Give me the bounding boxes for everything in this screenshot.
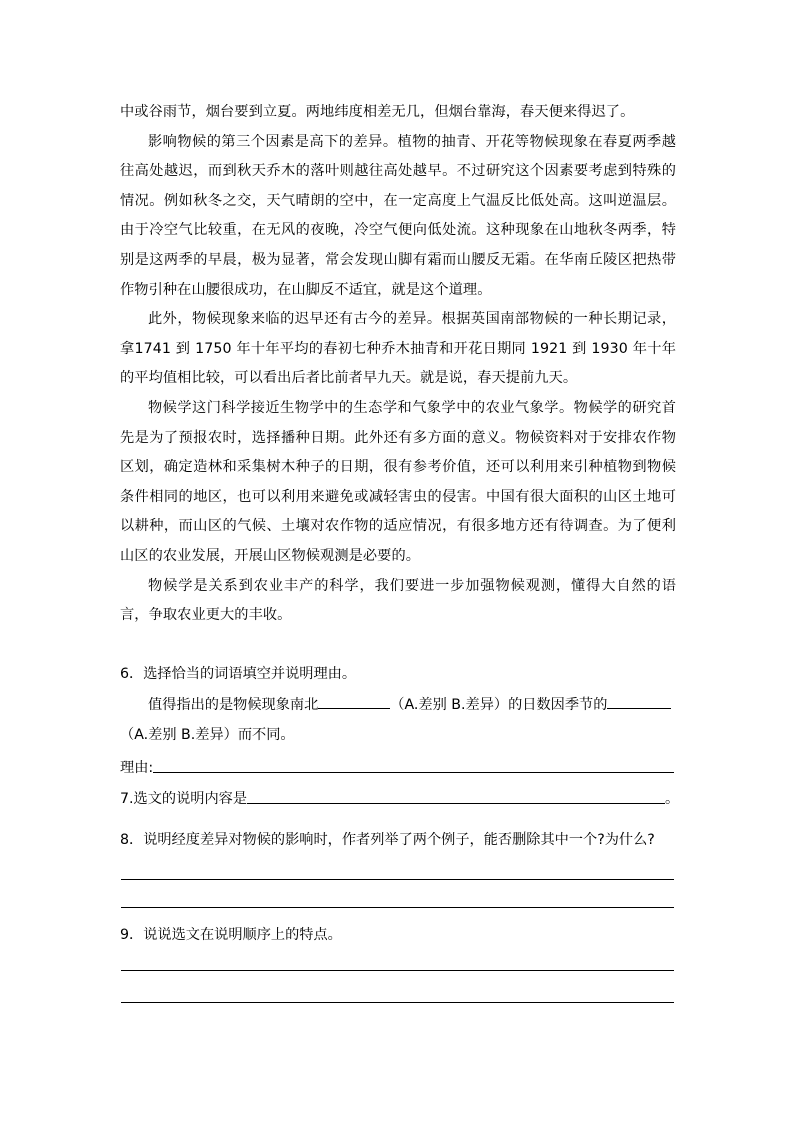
question-7-label: 7.选文的说明内容是 — [120, 791, 248, 807]
question-7-period: 。 — [665, 791, 680, 807]
passage-paragraph-2: 此外，物候现象来临的迟早还有古今的差异。根据英国南部物候的一种长期记录，拿1741 到 1750 年十年平均的春初七种乔木抽青和开花日期同 1921 到 1930 年十年的平均值相比较，可以看出后者比前者早九天。就是说，春天提前九天。 — [120, 311, 676, 387]
question-9-answer-line-2[interactable] — [121, 1002, 674, 1003]
question-6-reason-label: 理由: — [120, 760, 154, 776]
passage-paragraph-3: 物候学这门科学接近生物学中的生态学和气象学中的农业气象学。物候学的研究首先是为了预报农时，选择播种日期。此外还有多方面的意义。物候资料对于安排农作物区划，确定造林和采集树木种子的日期，很有参考价值，还可以利用来引种植物到物候条件相同的地区，也可以利用来避免或减轻害虫的侵害。中国有很大面积的山区土地可以耕种，而山区的气候、土壤对农作物的适应情况，有很多地方还有待调查。为了便利山区的农业发展，开展山区物候观测是必要的。 — [120, 399, 676, 564]
question-6-fill-line — [148, 694, 671, 715]
question-6-fill-text-c: （A.差别 B.差异）而不同。 — [120, 727, 295, 743]
question-6-label: 6．选择恰当的词语填空并说明理由。 — [120, 666, 357, 682]
question-6-reason-answer-line[interactable] — [153, 772, 674, 773]
question-8-answer-line-2[interactable] — [121, 907, 674, 908]
question-8-answer-line-1[interactable] — [121, 879, 674, 880]
passage-paragraph-1: 影响物候的第三个因素是高下的差异。植物的抽青、开花等物候现象在春夏两季越往高处越迟，而到秋天乔木的落叶则越往高处越早。不过研究这个因素要考虑到特殊的情况。例如秋冬之交，天气晴朗的空中，在一定高度上气温反比低处高。这叫逆温层。由于冷空气比较重，在无风的夜晚，冷空气便向低处流。这种现象在山地秋冬两季，特别是这两季的早晨，极为显著，常会发现山脚有霜而山腰反无霜。在华南丘陵区把热带作物引种在山腰很成功，在山脚反不适宜，就是这个道理。 — [120, 133, 676, 298]
question-8-label: 8．说明经度差异对物候的影响时，作者列举了两个例子，能否删除其中一个?为什么? — [120, 832, 655, 848]
question-9-answer-line-1[interactable] — [121, 970, 674, 971]
passage-paragraph-0: 中或谷雨节，烟台要到立夏。两地纬度相差无几，但烟台靠海，春天便来得迟了。 — [120, 104, 635, 120]
question-6-fill-text-b: （A.差别 B.差异）的日数因季节的 — [390, 697, 608, 713]
question-9-label: 9．说说选文在说明顺序上的特点。 — [120, 927, 342, 943]
passage — [120, 98, 676, 631]
passage-paragraph-4: 物候学是关系到农业丰产的科学，我们要进一步加强物候观测，懂得大自然的语言，争取农业更大的丰收。 — [120, 577, 676, 624]
question-6-blank-2[interactable] — [607, 694, 671, 709]
question-7-answer-line[interactable] — [247, 803, 665, 804]
question-6-blank-1[interactable] — [318, 694, 390, 709]
question-6-fill-text-a: 值得指出的是物候现象南北 — [148, 697, 319, 713]
